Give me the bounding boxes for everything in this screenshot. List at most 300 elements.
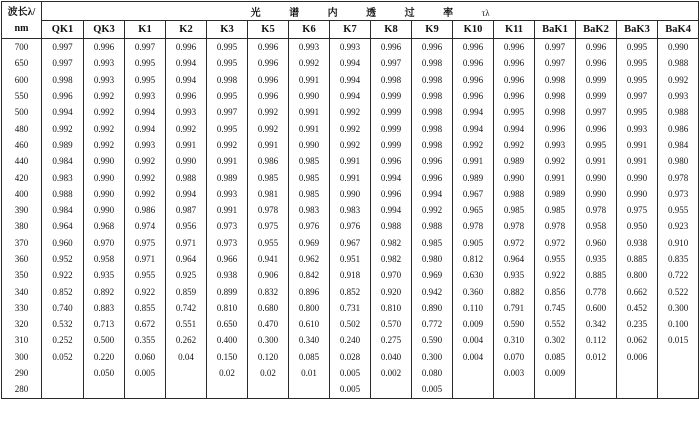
transmittance-cell: 0.552 bbox=[535, 316, 576, 332]
transmittance-cell: 0.590 bbox=[412, 332, 453, 348]
transmittance-cell: 0.998 bbox=[535, 72, 576, 88]
transmittance-cell: 0.978 bbox=[453, 218, 494, 234]
transmittance-cell: 0.085 bbox=[535, 349, 576, 365]
transmittance-cell: 0.100 bbox=[658, 316, 699, 332]
table-row bbox=[2, 169, 699, 185]
transmittance-cell: 0.996 bbox=[453, 55, 494, 71]
transmittance-cell: 0.995 bbox=[617, 104, 658, 120]
transmittance-cell: 0.995 bbox=[617, 55, 658, 71]
transmittance-cell: 0.938 bbox=[207, 267, 248, 283]
transmittance-cell: 0.994 bbox=[125, 104, 166, 120]
transmittance-cell: 0.855 bbox=[125, 300, 166, 316]
wavelength-cell: 390 bbox=[2, 202, 42, 218]
transmittance-cell: 0.810 bbox=[371, 300, 412, 316]
transmittance-cell: 0.991 bbox=[166, 137, 207, 153]
transmittance-cell: 0.050 bbox=[84, 365, 125, 381]
transmittance-cell: 0.995 bbox=[125, 55, 166, 71]
transmittance-cell: 0.993 bbox=[330, 39, 371, 56]
transmittance-cell bbox=[494, 381, 535, 398]
transmittance-cell: 0.993 bbox=[166, 104, 207, 120]
transmittance-cell: 0.993 bbox=[289, 39, 330, 56]
transmittance-cell: 0.990 bbox=[658, 39, 699, 56]
transmittance-cell: 0.999 bbox=[371, 104, 412, 120]
transmittance-cell: 0.551 bbox=[166, 316, 207, 332]
transmittance-cell: 0.899 bbox=[207, 283, 248, 299]
transmittance-cell: 0.958 bbox=[84, 251, 125, 267]
transmittance-cell: 0.990 bbox=[289, 137, 330, 153]
transmittance-cell: 0.992 bbox=[535, 153, 576, 169]
transmittance-cell: 0.992 bbox=[289, 55, 330, 71]
wavelength-cell: 330 bbox=[2, 300, 42, 316]
glass-column-header: K10 bbox=[453, 21, 494, 39]
transmittance-cell: 0.955 bbox=[248, 235, 289, 251]
table-row bbox=[2, 120, 699, 136]
transmittance-cell: 0.009 bbox=[453, 316, 494, 332]
transmittance-cell: 0.981 bbox=[248, 186, 289, 202]
transmittance-cell: 0.994 bbox=[330, 55, 371, 71]
transmittance-cell: 0.993 bbox=[84, 55, 125, 71]
transmittance-cell: 0.996 bbox=[371, 186, 412, 202]
wavelength-cell: 340 bbox=[2, 283, 42, 299]
transmittance-cell: 0.852 bbox=[330, 283, 371, 299]
transmittance-cell: 0.340 bbox=[289, 332, 330, 348]
transmittance-cell: 0.992 bbox=[494, 137, 535, 153]
transmittance-cell: 0.990 bbox=[617, 186, 658, 202]
transmittance-cell: 0.998 bbox=[412, 120, 453, 136]
transmittance-cell: 0.832 bbox=[248, 283, 289, 299]
table-row bbox=[2, 365, 699, 381]
transmittance-cell: 0.994 bbox=[166, 55, 207, 71]
table-row bbox=[2, 55, 699, 71]
transmittance-cell bbox=[576, 381, 617, 398]
transmittance-cell: 0.958 bbox=[576, 218, 617, 234]
transmittance-cell: 0.995 bbox=[207, 88, 248, 104]
transmittance-cell: 0.998 bbox=[535, 88, 576, 104]
wavelength-cell: 440 bbox=[2, 153, 42, 169]
transmittance-cell: 0.772 bbox=[412, 316, 453, 332]
transmittance-cell: 0.992 bbox=[207, 137, 248, 153]
transmittance-cell: 0.991 bbox=[289, 120, 330, 136]
transmittance-cell: 0.342 bbox=[576, 316, 617, 332]
glass-column-header: QK1 bbox=[42, 21, 84, 39]
glass-column-header: K3 bbox=[207, 21, 248, 39]
transmittance-cell: 0.993 bbox=[617, 120, 658, 136]
transmittance-cell: 0.015 bbox=[658, 332, 699, 348]
transmittance-cell: 0.997 bbox=[576, 104, 617, 120]
transmittance-cell: 0.998 bbox=[412, 88, 453, 104]
transmittance-cell: 0.969 bbox=[412, 267, 453, 283]
group-title: 光 谱 内 透 过 率 bbox=[250, 7, 467, 19]
transmittance-cell: 0.310 bbox=[494, 332, 535, 348]
wavelength-cell: 650 bbox=[2, 55, 42, 71]
transmittance-cell: 0.302 bbox=[535, 332, 576, 348]
transmittance-cell: 0.988 bbox=[494, 186, 535, 202]
transmittance-cell: 0.941 bbox=[248, 251, 289, 267]
transmittance-cell: 0.998 bbox=[412, 104, 453, 120]
transmittance-cell: 0.994 bbox=[42, 104, 84, 120]
transmittance-cell: 0.989 bbox=[453, 169, 494, 185]
transmittance-cell: 0.994 bbox=[453, 104, 494, 120]
transmittance-cell: 0.905 bbox=[453, 235, 494, 251]
transmittance-cell bbox=[289, 381, 330, 398]
transmittance-cell: 0.996 bbox=[453, 88, 494, 104]
group-symbol: τλ bbox=[481, 7, 490, 18]
transmittance-cell: 0.994 bbox=[453, 120, 494, 136]
transmittance-cell: 0.600 bbox=[576, 300, 617, 316]
transmittance-cell: 0.980 bbox=[658, 153, 699, 169]
transmittance-cell: 0.04 bbox=[166, 349, 207, 365]
transmittance-cell: 0.995 bbox=[207, 120, 248, 136]
transmittance-cell: 0.978 bbox=[658, 169, 699, 185]
transmittance-cell: 0.986 bbox=[248, 153, 289, 169]
transmittance-cell: 0.990 bbox=[84, 202, 125, 218]
wavelength-unit: nm bbox=[14, 23, 29, 34]
table-row bbox=[2, 88, 699, 104]
transmittance-cell: 0.005 bbox=[412, 381, 453, 398]
transmittance-cell: 0.996 bbox=[42, 88, 84, 104]
transmittance-cell: 0.532 bbox=[42, 316, 84, 332]
transmittance-cell: 0.998 bbox=[535, 104, 576, 120]
transmittance-cell: 0.991 bbox=[576, 153, 617, 169]
transmittance-cell bbox=[576, 365, 617, 381]
transmittance-cell: 0.996 bbox=[494, 55, 535, 71]
transmittance-cell: 0.992 bbox=[125, 186, 166, 202]
transmittance-cell: 0.070 bbox=[494, 349, 535, 365]
transmittance-cell: 0.120 bbox=[248, 349, 289, 365]
transmittance-cell: 0.966 bbox=[207, 251, 248, 267]
transmittance-cell: 0.012 bbox=[576, 349, 617, 365]
transmittance-cell: 0.992 bbox=[125, 169, 166, 185]
transmittance-cell: 0.610 bbox=[289, 316, 330, 332]
glass-column-header: K5 bbox=[248, 21, 289, 39]
transmittance-cell bbox=[658, 365, 699, 381]
wavelength-cell: 350 bbox=[2, 267, 42, 283]
transmittance-cell: 0.983 bbox=[330, 202, 371, 218]
transmittance-cell: 0.976 bbox=[289, 218, 330, 234]
transmittance-cell: 0.985 bbox=[412, 235, 453, 251]
table-row bbox=[2, 153, 699, 169]
transmittance-cell: 0.722 bbox=[658, 267, 699, 283]
glass-column-header: BaK1 bbox=[535, 21, 576, 39]
transmittance-cell: 0.992 bbox=[42, 120, 84, 136]
transmittance-cell: 0.800 bbox=[289, 300, 330, 316]
transmittance-cell: 0.965 bbox=[453, 202, 494, 218]
transmittance-cell: 0.998 bbox=[412, 137, 453, 153]
transmittance-cell: 0.990 bbox=[289, 88, 330, 104]
transmittance-cell: 0.996 bbox=[248, 88, 289, 104]
transmittance-cell: 0.964 bbox=[42, 218, 84, 234]
transmittance-cell: 0.997 bbox=[42, 55, 84, 71]
transmittance-cell: 0.680 bbox=[248, 300, 289, 316]
transmittance-cell: 0.993 bbox=[125, 88, 166, 104]
transmittance-cell: 0.997 bbox=[125, 39, 166, 56]
transmittance-cell: 0.996 bbox=[412, 39, 453, 56]
wavelength-cell: 460 bbox=[2, 137, 42, 153]
transmittance-cell bbox=[371, 381, 412, 398]
wavelength-header-cell bbox=[2, 2, 42, 39]
transmittance-cell: 0.999 bbox=[371, 120, 412, 136]
transmittance-cell: 0.992 bbox=[330, 137, 371, 153]
transmittance-cell: 0.938 bbox=[617, 235, 658, 251]
transmittance-cell: 0.990 bbox=[494, 169, 535, 185]
transmittance-cell: 0.952 bbox=[42, 251, 84, 267]
transmittance-cell: 0.984 bbox=[42, 153, 84, 169]
transmittance-cell: 0.060 bbox=[125, 349, 166, 365]
transmittance-cell: 0.992 bbox=[84, 88, 125, 104]
transmittance-cell: 0.994 bbox=[494, 120, 535, 136]
transmittance-cell: 0.996 bbox=[494, 39, 535, 56]
transmittance-cell: 0.852 bbox=[42, 283, 84, 299]
transmittance-cell: 0.922 bbox=[42, 267, 84, 283]
transmittance-cell: 0.791 bbox=[494, 300, 535, 316]
transmittance-cell: 0.080 bbox=[412, 365, 453, 381]
transmittance-cell: 0.990 bbox=[166, 153, 207, 169]
transmittance-cell: 0.470 bbox=[248, 316, 289, 332]
transmittance-cell: 0.988 bbox=[412, 218, 453, 234]
transmittance-cell: 0.962 bbox=[289, 251, 330, 267]
transmittance-cell: 0.998 bbox=[207, 72, 248, 88]
transmittance-cell: 0.028 bbox=[330, 349, 371, 365]
transmittance-cell: 0.992 bbox=[658, 72, 699, 88]
transmittance-cell: 0.570 bbox=[371, 316, 412, 332]
transmittance-cell: 0.996 bbox=[576, 55, 617, 71]
transmittance-cell: 0.004 bbox=[453, 349, 494, 365]
transmittance-cell: 0.085 bbox=[289, 349, 330, 365]
transmittance-cell bbox=[658, 349, 699, 365]
transmittance-cell: 0.02 bbox=[207, 365, 248, 381]
transmittance-cell: 0.997 bbox=[371, 55, 412, 71]
transmittance-cell: 0.922 bbox=[125, 283, 166, 299]
transmittance-cell bbox=[166, 381, 207, 398]
transmittance-cell: 0.955 bbox=[658, 202, 699, 218]
transmittance-cell: 0.922 bbox=[535, 267, 576, 283]
transmittance-cell: 0.935 bbox=[576, 251, 617, 267]
transmittance-cell: 0.662 bbox=[617, 283, 658, 299]
transmittance-cell: 0.400 bbox=[207, 332, 248, 348]
transmittance-cell: 0.992 bbox=[84, 104, 125, 120]
transmittance-cell: 0.998 bbox=[371, 72, 412, 88]
glass-column-header: K7 bbox=[330, 21, 371, 39]
spectral-transmittance-table bbox=[1, 1, 699, 399]
transmittance-cell: 0.990 bbox=[576, 186, 617, 202]
wavelength-cell: 370 bbox=[2, 235, 42, 251]
transmittance-cell bbox=[535, 381, 576, 398]
transmittance-cell: 0.300 bbox=[412, 349, 453, 365]
transmittance-cell: 0.996 bbox=[412, 169, 453, 185]
transmittance-cell: 0.971 bbox=[166, 235, 207, 251]
transmittance-cell: 0.960 bbox=[576, 235, 617, 251]
transmittance-cell: 0.991 bbox=[617, 153, 658, 169]
transmittance-cell bbox=[617, 365, 658, 381]
transmittance-cell: 0.992 bbox=[84, 120, 125, 136]
transmittance-cell: 0.500 bbox=[84, 332, 125, 348]
wavelength-cell: 290 bbox=[2, 365, 42, 381]
glass-column-header: K8 bbox=[371, 21, 412, 39]
transmittance-cell: 0.950 bbox=[617, 218, 658, 234]
transmittance-cell: 0.935 bbox=[84, 267, 125, 283]
transmittance-cell: 0.975 bbox=[248, 218, 289, 234]
transmittance-cell: 0.910 bbox=[658, 235, 699, 251]
transmittance-cell: 0.998 bbox=[412, 72, 453, 88]
transmittance-cell: 0.992 bbox=[84, 137, 125, 153]
transmittance-cell: 0.522 bbox=[658, 283, 699, 299]
transmittance-cell: 0.999 bbox=[371, 137, 412, 153]
transmittance-cell: 0.040 bbox=[371, 349, 412, 365]
wavelength-label: 波长λ/ bbox=[7, 7, 36, 18]
wavelength-cell: 360 bbox=[2, 251, 42, 267]
transmittance-cell: 0.997 bbox=[535, 55, 576, 71]
transmittance-cell: 0.996 bbox=[453, 39, 494, 56]
table-row bbox=[2, 267, 699, 283]
transmittance-cell: 0.994 bbox=[166, 186, 207, 202]
transmittance-cell: 0.993 bbox=[207, 186, 248, 202]
glass-column-header: QK3 bbox=[84, 21, 125, 39]
transmittance-cell: 0.997 bbox=[42, 39, 84, 56]
transmittance-cell: 0.996 bbox=[412, 153, 453, 169]
transmittance-cell: 0.355 bbox=[125, 332, 166, 348]
transmittance-cell: 0.005 bbox=[125, 365, 166, 381]
transmittance-cell: 0.262 bbox=[166, 332, 207, 348]
transmittance-cell: 0.994 bbox=[125, 120, 166, 136]
transmittance-cell: 0.996 bbox=[453, 72, 494, 88]
glass-column-header: BaK4 bbox=[658, 21, 699, 39]
transmittance-cell: 0.452 bbox=[617, 300, 658, 316]
transmittance-cell: 0.989 bbox=[42, 137, 84, 153]
transmittance-cell: 0.742 bbox=[166, 300, 207, 316]
transmittance-cell: 0.995 bbox=[125, 72, 166, 88]
transmittance-cell: 0.986 bbox=[658, 120, 699, 136]
transmittance-cell: 0.978 bbox=[535, 218, 576, 234]
transmittance-cell: 0.999 bbox=[576, 88, 617, 104]
transmittance-cell: 0.989 bbox=[535, 186, 576, 202]
transmittance-cell: 0.995 bbox=[207, 39, 248, 56]
transmittance-cell: 0.982 bbox=[371, 235, 412, 251]
wavelength-cell: 380 bbox=[2, 218, 42, 234]
glass-column-header: K1 bbox=[125, 21, 166, 39]
table-row bbox=[2, 235, 699, 251]
transmittance-cell: 0.740 bbox=[42, 300, 84, 316]
transmittance-cell: 0.650 bbox=[207, 316, 248, 332]
table-row bbox=[2, 72, 699, 88]
transmittance-cell: 0.882 bbox=[494, 283, 535, 299]
transmittance-cell bbox=[207, 381, 248, 398]
transmittance-cell: 0.988 bbox=[658, 104, 699, 120]
transmittance-cell: 0.150 bbox=[207, 349, 248, 365]
transmittance-cell: 0.942 bbox=[412, 283, 453, 299]
transmittance-cell: 0.745 bbox=[535, 300, 576, 316]
transmittance-group-header bbox=[42, 2, 699, 21]
transmittance-cell: 0.918 bbox=[330, 267, 371, 283]
transmittance-cell: 0.976 bbox=[330, 218, 371, 234]
table-row bbox=[2, 381, 699, 398]
transmittance-cell: 0.973 bbox=[207, 218, 248, 234]
transmittance-cell bbox=[658, 381, 699, 398]
transmittance-cell: 0.996 bbox=[248, 39, 289, 56]
transmittance-cell: 0.885 bbox=[576, 267, 617, 283]
table-row bbox=[2, 202, 699, 218]
transmittance-cell: 0.859 bbox=[166, 283, 207, 299]
glass-column-header: K2 bbox=[166, 21, 207, 39]
transmittance-cell: 0.995 bbox=[617, 72, 658, 88]
wavelength-cell: 700 bbox=[2, 39, 42, 56]
transmittance-cell: 0.987 bbox=[166, 202, 207, 218]
table-row bbox=[2, 316, 699, 332]
transmittance-cell: 0.970 bbox=[84, 235, 125, 251]
wavelength-cell: 310 bbox=[2, 332, 42, 348]
transmittance-cell bbox=[42, 381, 84, 398]
transmittance-cell: 0.967 bbox=[330, 235, 371, 251]
transmittance-cell bbox=[453, 381, 494, 398]
transmittance-cell: 0.923 bbox=[658, 218, 699, 234]
transmittance-cell: 0.810 bbox=[207, 300, 248, 316]
transmittance-cell: 0.275 bbox=[371, 332, 412, 348]
transmittance-cell: 0.992 bbox=[248, 120, 289, 136]
transmittance-cell: 0.990 bbox=[576, 169, 617, 185]
transmittance-cell: 0.989 bbox=[494, 153, 535, 169]
transmittance-cell: 0.02 bbox=[248, 365, 289, 381]
transmittance-cell: 0.955 bbox=[125, 267, 166, 283]
transmittance-cell: 0.989 bbox=[207, 169, 248, 185]
transmittance-cell: 0.996 bbox=[248, 72, 289, 88]
table-row bbox=[2, 283, 699, 299]
transmittance-cell: 0.982 bbox=[371, 251, 412, 267]
glass-column-header: BaK3 bbox=[617, 21, 658, 39]
table-row bbox=[2, 300, 699, 316]
transmittance-cell: 0.240 bbox=[330, 332, 371, 348]
transmittance-cell: 0.988 bbox=[658, 55, 699, 71]
transmittance-cell: 0.985 bbox=[289, 186, 330, 202]
transmittance-body bbox=[2, 39, 699, 399]
table-row bbox=[2, 104, 699, 120]
transmittance-cell: 0.896 bbox=[289, 283, 330, 299]
transmittance-cell: 0.988 bbox=[42, 186, 84, 202]
transmittance-cell: 0.992 bbox=[412, 202, 453, 218]
transmittance-cell: 0.960 bbox=[42, 235, 84, 251]
transmittance-cell: 0.890 bbox=[412, 300, 453, 316]
wavelength-cell: 600 bbox=[2, 72, 42, 88]
table-row bbox=[2, 186, 699, 202]
transmittance-cell bbox=[617, 381, 658, 398]
transmittance-cell: 0.993 bbox=[658, 88, 699, 104]
wavelength-cell: 280 bbox=[2, 381, 42, 398]
transmittance-cell: 0.996 bbox=[535, 120, 576, 136]
transmittance-cell: 0.986 bbox=[125, 202, 166, 218]
transmittance-cell bbox=[125, 381, 166, 398]
transmittance-cell: 0.002 bbox=[371, 365, 412, 381]
transmittance-cell: 0.990 bbox=[617, 169, 658, 185]
transmittance-cell: 0.992 bbox=[330, 104, 371, 120]
transmittance-cell: 0.983 bbox=[289, 202, 330, 218]
transmittance-cell: 0.925 bbox=[166, 267, 207, 283]
transmittance-cell: 0.992 bbox=[166, 120, 207, 136]
transmittance-cell: 0.003 bbox=[494, 365, 535, 381]
table-row bbox=[2, 332, 699, 348]
transmittance-cell: 0.992 bbox=[330, 120, 371, 136]
transmittance-cell: 0.672 bbox=[125, 316, 166, 332]
transmittance-cell: 0.990 bbox=[84, 186, 125, 202]
transmittance-cell: 0.990 bbox=[84, 153, 125, 169]
transmittance-cell bbox=[42, 365, 84, 381]
transmittance-cell: 0.996 bbox=[84, 39, 125, 56]
transmittance-cell: 0.985 bbox=[289, 153, 330, 169]
transmittance-cell: 0.991 bbox=[330, 169, 371, 185]
transmittance-cell: 0.984 bbox=[658, 137, 699, 153]
table-row bbox=[2, 251, 699, 267]
transmittance-cell: 0.994 bbox=[330, 88, 371, 104]
transmittance-cell: 0.994 bbox=[371, 202, 412, 218]
transmittance-cell: 0.985 bbox=[289, 169, 330, 185]
transmittance-cell bbox=[453, 365, 494, 381]
